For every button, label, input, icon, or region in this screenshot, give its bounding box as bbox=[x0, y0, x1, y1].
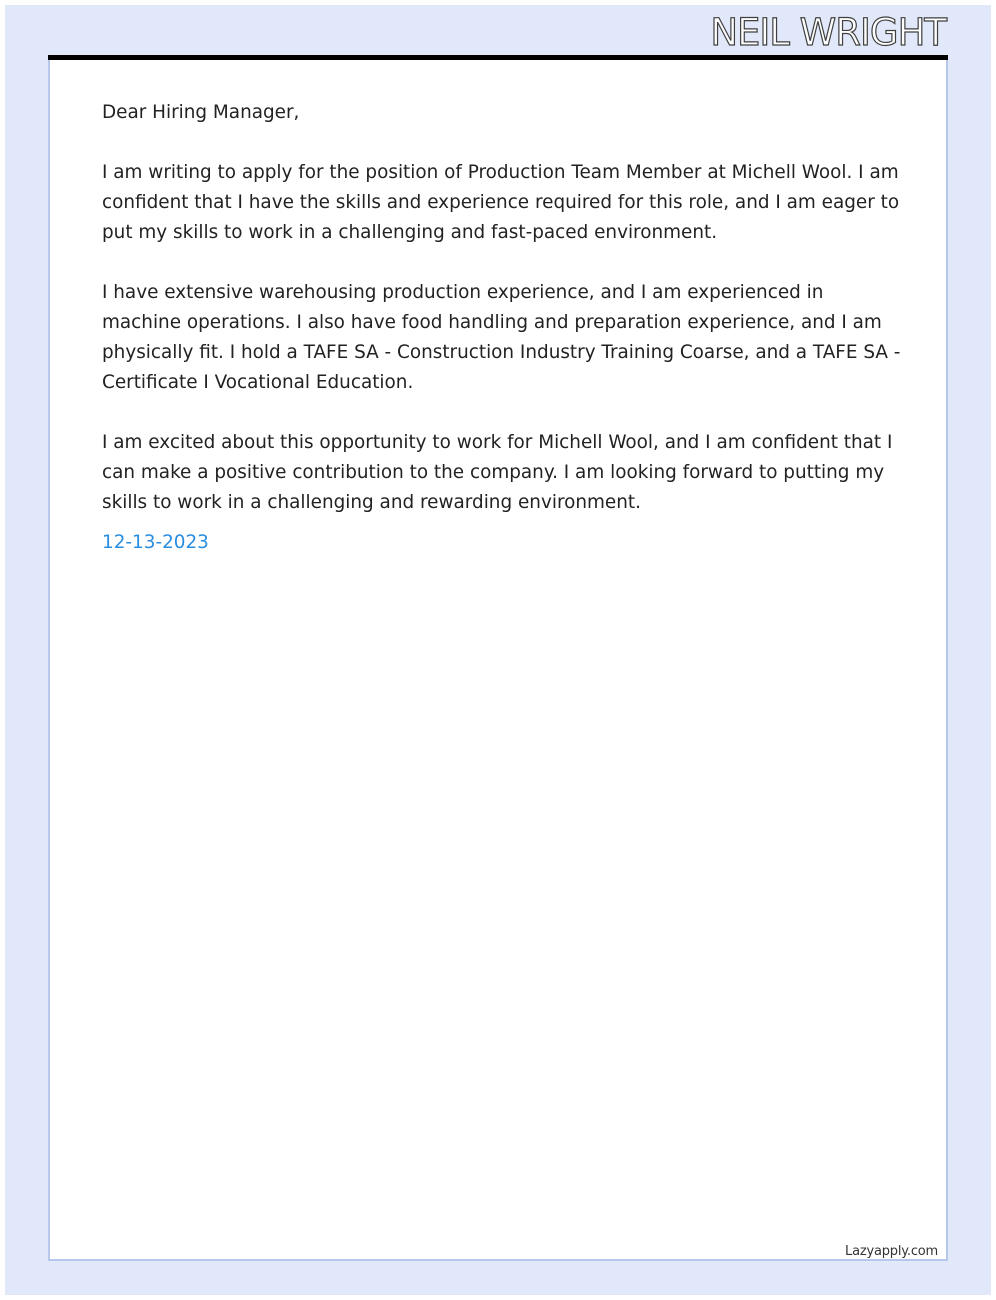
letter-paragraph-closing: I am excited about this opportunity to work for Michell Wool, and I am confident that I can make a positive contribution to the company. I am looking forward to putting my skills to work in a challenging and rewarding environment. bbox=[102, 432, 893, 513]
letter-header bbox=[48, 10, 948, 60]
candidate-name: NEIL WRIGHT bbox=[710, 11, 946, 54]
cover-letter-page bbox=[48, 60, 948, 1261]
letter-date: 12-13-2023 bbox=[102, 532, 209, 553]
footer-brand: Lazyapply.com bbox=[845, 1244, 938, 1259]
letter-body bbox=[102, 98, 902, 588]
letter-paragraph-intro: I am writing to apply for the position of Production Team Member at Michell Wool. I am confident that I have the skills and experience required for this role, and I am eager to put my skills to work in a challenging and fast-paced environment. bbox=[102, 162, 900, 243]
salutation: Dear Hiring Manager, bbox=[102, 102, 300, 123]
letter-paragraph-experience: I have extensive warehousing production experience, and I am experienced in machine operations. I also have food handling and preparation experience, and I am physically fit. I hold a TAFE SA - Construction Industry Training Coarse, and a TAFE SA - Certificate I Vocational Education. bbox=[102, 282, 901, 393]
